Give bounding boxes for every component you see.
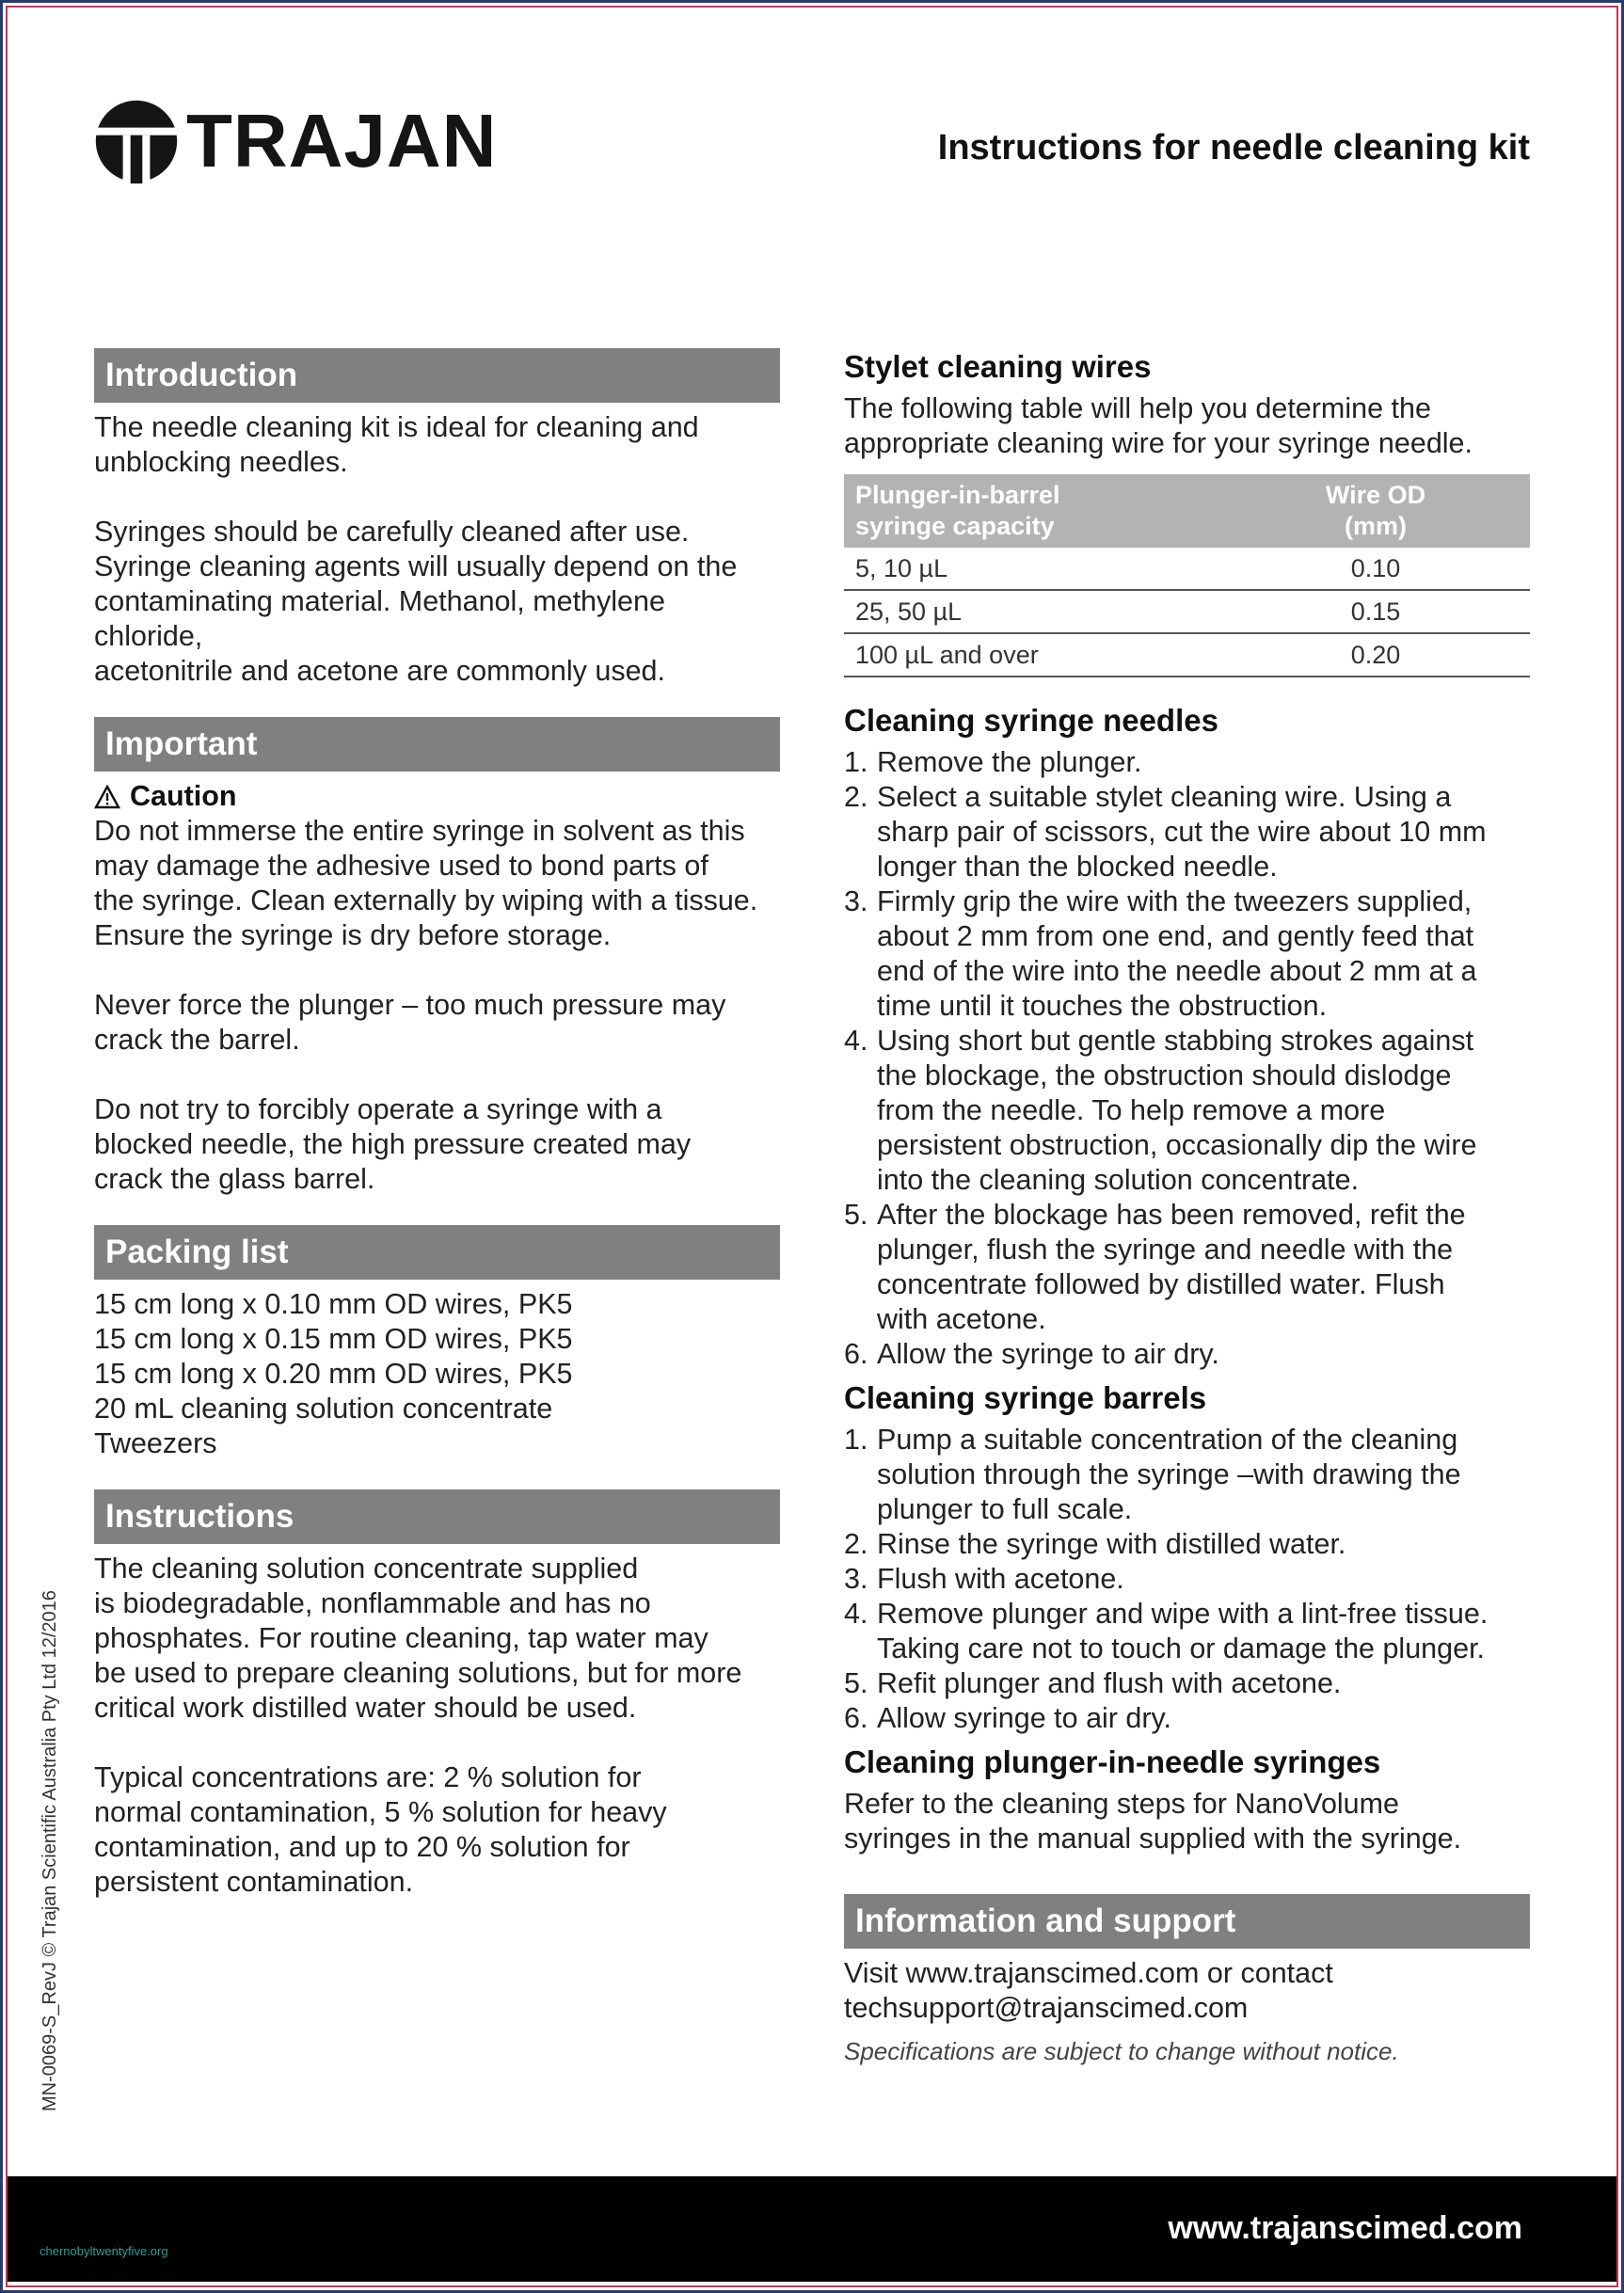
list-item: 3. Firmly grip the wire with the tweezers supplied, about 2 mm from one end, and gently feed that end of the wire into the needle about 2 mm at a time until it touches the obstruction.	[844, 885, 1477, 1022]
document-title: Instructions for needle cleaning kit	[937, 128, 1530, 167]
column-header-capacity: Plunger-in-barrel syringe capacity	[844, 474, 1221, 548]
barrels-steps	[844, 1423, 1530, 1736]
list-item: 5. Refit plunger and flush with acetone.	[844, 1667, 1342, 1699]
list-item: 5. After the blockage has been removed, refit the plunger, flush the syringe and needle with the concentrate followed by distilled water. Flush with acetone.	[844, 1199, 1466, 1335]
warning-icon	[94, 785, 120, 809]
specifications-note: Specifications are subject to change without notice.	[844, 2037, 1399, 2065]
list-item: 2. Rinse the syringe with distilled water.	[844, 1528, 1346, 1560]
needles-steps	[844, 745, 1530, 1372]
plunger-text: Refer to the cleaning steps for NanoVolume syringes in the manual supplied with the syringe.	[844, 1788, 1462, 1855]
brand-logo	[94, 99, 497, 183]
brand-name: TRAJAN	[186, 99, 498, 183]
section-heading-packing-list: Packing list	[94, 1225, 780, 1280]
wire-table	[844, 474, 1530, 677]
list-item: 20 mL cleaning solution concentrate	[94, 1393, 553, 1425]
list-item: 15 cm long x 0.10 mm OD wires, PK5	[94, 1288, 573, 1320]
trajan-logo-icon	[94, 99, 179, 183]
list-item: 4. Remove plunger and wipe with a lint-free tissue. Taking care not to touch or damage the plunger.	[844, 1598, 1489, 1664]
packing-list	[94, 1287, 780, 1461]
footer-bar	[8, 2176, 1616, 2282]
support-text: Visit www.trajanscimed.com or contact techsupport@trajanscimed.com	[844, 1957, 1333, 2024]
section-heading-support: Information and support	[844, 1894, 1530, 1949]
document-code: MN-0069-S_RevJ © Trajan Scientific Australia Pty Ltd 12/2016	[40, 1590, 60, 2111]
table-row: 5, 10 µL 0.10	[844, 548, 1530, 590]
list-item: 6. Allow the syringe to air dry.	[844, 1338, 1219, 1370]
introduction-text: The needle cleaning kit is ideal for cleaning and unblocking needles. Syringes should be carefully cleaned after use. Syringe cleaning agents will usually depend on the contaminating material. Methanol, methylene chloride, acetonitrile and acetone are commonly used.	[94, 411, 738, 687]
list-item: 6. Allow syringe to air dry.	[844, 1702, 1172, 1734]
stylet-heading: Stylet cleaning wires	[844, 349, 1152, 384]
caution-label: Caution	[130, 780, 237, 812]
table-row: 100 µL and over 0.20	[844, 633, 1530, 677]
list-item: Tweezers	[94, 1427, 217, 1459]
list-item: 15 cm long x 0.20 mm OD wires, PK5	[94, 1358, 573, 1390]
needles-heading: Cleaning syringe needles	[844, 703, 1218, 738]
footer-url: www.trajanscimed.com	[1168, 2210, 1522, 2246]
list-item: 4. Using short but gentle stabbing strokes against the blockage, the obstruction should dislodge from the needle. To help remove a more persistent obstruction, occasionally dip the wire into the cleaning solution concentrate.	[844, 1025, 1477, 1196]
column-header-wire-od: Wire OD (mm)	[1221, 474, 1530, 548]
watermark: chernobyltwentyfive.org	[40, 2244, 168, 2258]
caution-heading	[94, 779, 780, 814]
stylet-intro: The following table will help you determine the appropriate cleaning wire for your syringe needle.	[844, 392, 1473, 459]
right-column	[844, 348, 1530, 2066]
table-header-row	[844, 474, 1530, 548]
section-heading-instructions: Instructions	[94, 1489, 780, 1544]
list-item: 2. Select a suitable stylet cleaning wire. Using a sharp pair of scissors, cut the wire about 10 mm longer than the blocked needle.	[844, 781, 1487, 883]
list-item: 3. Flush with acetone.	[844, 1563, 1124, 1595]
barrels-heading: Cleaning syringe barrels	[844, 1380, 1207, 1415]
instructions-text: The cleaning solution concentrate supplied is biodegradable, nonflammable and has no phosphates. For routine cleaning, tap water may be used to prepare cleaning solutions, but for more critical work distilled water should be used. Typical concentrations are: 2 % solution for normal contamination, 5 % solution for heavy contamination, and up to 20 % solution for persistent contamination.	[94, 1553, 742, 1898]
list-item: 1. Remove the plunger.	[844, 746, 1142, 778]
plunger-heading: Cleaning plunger-in-needle syringes	[844, 1744, 1381, 1779]
list-item: 1. Pump a suitable concentration of the cleaning solution through the syringe –with drawing the plunger to full scale.	[844, 1424, 1461, 1525]
important-text: Do not immerse the entire syringe in solvent as this may damage the adhesive used to bond parts of the syringe. Clean externally by wiping with a tissue. Ensure the syringe is dry before storage. Never force the plunger – too much pressure may crack the barrel. Do not try to forcibly operate a syringe with a blocked needle, the high pressure created may crack the glass barrel.	[94, 815, 758, 1195]
left-column	[94, 348, 780, 1900]
section-heading-introduction: Introduction	[94, 348, 780, 403]
list-item: 15 cm long x 0.15 mm OD wires, PK5	[94, 1323, 573, 1355]
table-row: 25, 50 µL 0.15	[844, 590, 1530, 633]
section-heading-important: Important	[94, 717, 780, 772]
